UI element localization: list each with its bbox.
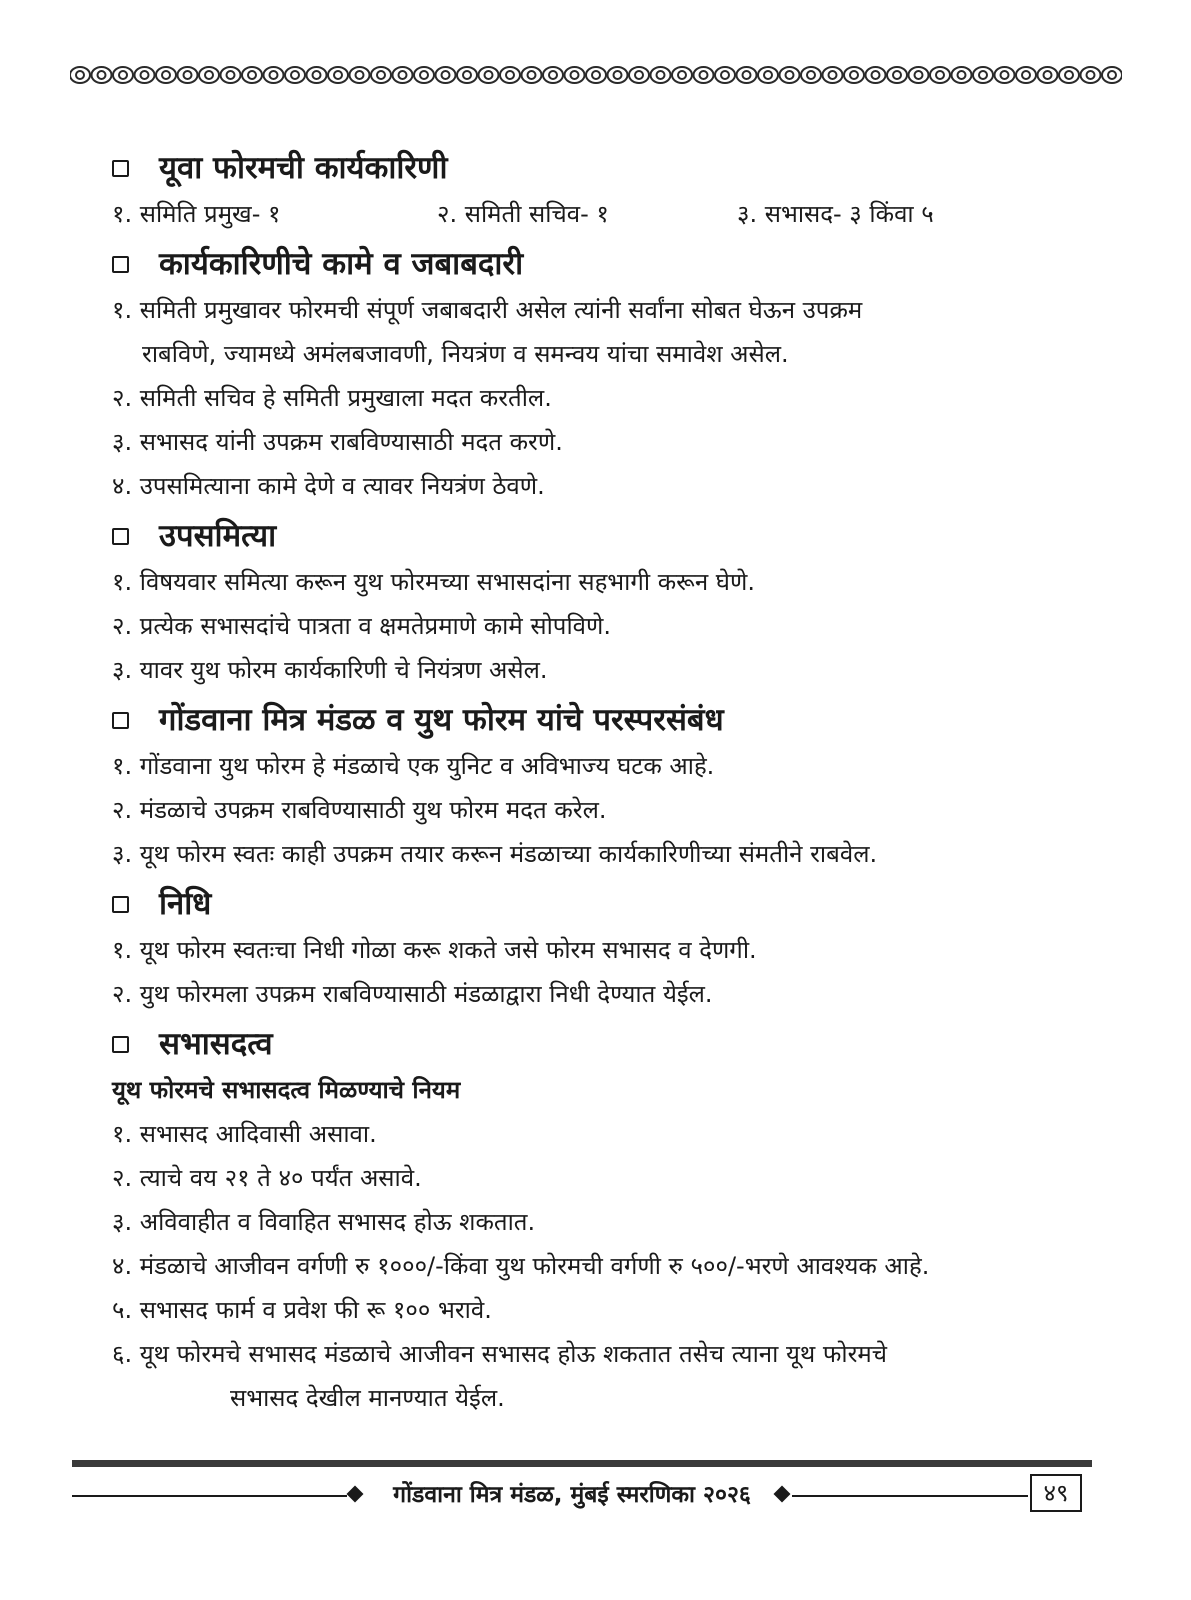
section-heading-relations: गोंडवाना मित्र मंडळ व युथ फोरम यांचे परस्परसंबंध (112, 700, 1102, 740)
footer-rule (72, 1460, 1092, 1467)
footer-line-right (792, 1495, 1028, 1497)
footer-title: गोंडवाना मित्र मंडळ, मुंबई स्मरणिका २०२६ (393, 1482, 751, 1508)
diamond-left-icon (347, 1486, 364, 1503)
page-number: ४९ (1030, 1474, 1082, 1512)
member-members: ३. सभासद- ३ किंवा ५ (737, 200, 934, 228)
membership-rules-subheading: यूथ फोरमचे सभासदत्व मिळण्याचे नियम (112, 1076, 461, 1104)
checkbox-bullet-icon (112, 1036, 129, 1053)
section-heading-funds: निधि (112, 884, 1102, 924)
list-item: २. प्रत्येक सभासदांचे पात्रता व क्षमतेप्रमाणे कामे सोपविणे. (112, 612, 611, 640)
section-heading-duties: कार्यकारिणीचे कामे व जबाबदारी (112, 244, 1102, 284)
list-item: १. विषयवार समित्या करून युथ फोरमच्या सभासदांना सहभागी करून घेणे. (112, 568, 755, 596)
list-item: १. सभासद आदिवासी असावा. (112, 1120, 377, 1148)
list-item: ४. उपसमित्याना कामे देणे व त्यावर नियत्रंण ठेवणे. (112, 472, 545, 500)
checkbox-bullet-icon (112, 712, 129, 729)
member-secretary: २. समिती सचिव- १ (437, 200, 609, 228)
section-heading-subcommittees: उपसमित्या (112, 516, 1102, 556)
list-item: ३. यावर युथ फोरम कार्यकारिणी चे नियंत्रण असेल. (112, 656, 548, 684)
list-item: ३. सभासद यांनी उपक्रम राबविण्यासाठी मदत करणे. (112, 428, 563, 456)
list-item: ६. यूथ फोरमचे सभासद मंडळाचे आजीवन सभासद होऊ शकतात तसेच त्याना यूथ फोरमचे (112, 1340, 887, 1368)
list-item: ३. अविवाहीत व विवाहित सभासद होऊ शकतात. (112, 1208, 536, 1236)
list-item: ५. सभासद फार्म व प्रवेश फी रू १०० भरावे. (112, 1296, 492, 1324)
checkbox-bullet-icon (112, 256, 129, 273)
list-item: १. गोंडवाना युथ फोरम हे मंडळाचे एक युनिट व अविभाज्य घटक आहे. (112, 752, 715, 780)
section-heading-membership: सभासदत्व (112, 1024, 1102, 1064)
list-item: २. समिती सचिव हे समिती प्रमुखाला मदत करतील. (112, 384, 552, 412)
list-item: १. समिती प्रमुखावर फोरमची संपूर्ण जबाबदारी असेल त्यांनी सर्वांना सोबत घेऊन उपक्रम (112, 296, 863, 324)
executive-members-row (112, 192, 1102, 236)
list-item-continuation: राबविणे, ज्यामध्ये अमंलबजावणी, नियत्रंण व समन्वय यांचा समावेश असेल. (142, 340, 789, 368)
list-item: ४. मंडळाचे आजीवन वर्गणी रु १०००/-किंवा युथ फोरमची वर्गणी रु ५००/-भरणे आवश्यक आहे. (112, 1252, 930, 1280)
list-item: २. त्याचे वय २१ ते ४० पर्यंत असावे. (112, 1164, 422, 1192)
list-item: ३. यूथ फोरम स्वतः काही उपक्रम तयार करून मंडळाच्या कार्यकारिणीच्या संमतीने राबवेल. (112, 840, 878, 868)
footer-line-left (72, 1495, 347, 1497)
list-item: १. यूथ फोरम स्वतःचा निधी गोळा करू शकते जसे फोरम सभासद व देणगी. (112, 936, 757, 964)
checkbox-bullet-icon (112, 160, 129, 177)
list-item-continuation: सभासद देखील मानण्यात येईल. (230, 1384, 505, 1412)
list-item: २. युथ फोरमला उपक्रम राबविण्यासाठी मंडळाद्वारा निधी देण्यात येईल. (112, 980, 713, 1008)
member-chief: १. समिति प्रमुख- १ (112, 200, 281, 228)
document-body (112, 140, 1102, 1420)
checkbox-bullet-icon (112, 528, 129, 545)
checkbox-bullet-icon (112, 896, 129, 913)
decorative-border-top (70, 58, 1122, 92)
list-item: २. मंडळाचे उपक्रम राबविण्यासाठी युथ फोरम मदत करेल. (112, 796, 607, 824)
section-heading-executive: यूवा फोरमची कार्यकारिणी (112, 148, 1102, 188)
